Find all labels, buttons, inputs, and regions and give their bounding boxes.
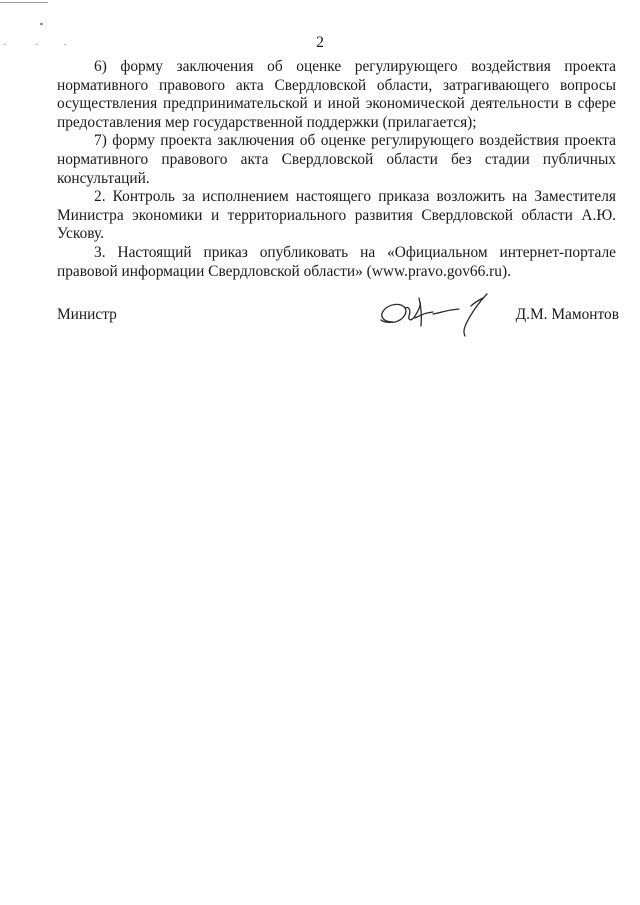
page-number: 2: [316, 34, 324, 51]
document-body: [57, 58, 616, 281]
paragraph-control: 2. Контроль за исполнением настоящего приказа возложить на Заместителя Министра экономики и территориального развития Свердловской области А.Ю. Ускову.: [57, 188, 616, 243]
signature-block: [57, 292, 619, 342]
paragraph-item-6: 6) форму заключения об оценке регулирующего воздействия проекта нормативного правового акта Свердловской области, затрагивающего вопросы осуществления предпринимательской и иной экономической деятельности в сфере предоставления мер государственной поддержки (прилагается);: [57, 58, 616, 131]
paragraph-item-7: 7) форму проекта заключения об оценке регулирующего воздействия проекта нормативного правового акта Свердловской области без стадии публичных консультаций.: [57, 132, 616, 187]
handwritten-signature: [375, 292, 505, 338]
scan-mark-dot: [40, 23, 43, 25]
signatory-position: Министр: [57, 306, 117, 323]
scan-mark-line: [0, 2, 48, 3]
signatory-name: Д.М. Мамонтов: [515, 306, 619, 323]
paragraph-publish: 3. Настоящий приказ опубликовать на «Официальном интернет-портале правовой информации Свердловской области» (www.pravo.gov66.ru).: [57, 243, 616, 280]
